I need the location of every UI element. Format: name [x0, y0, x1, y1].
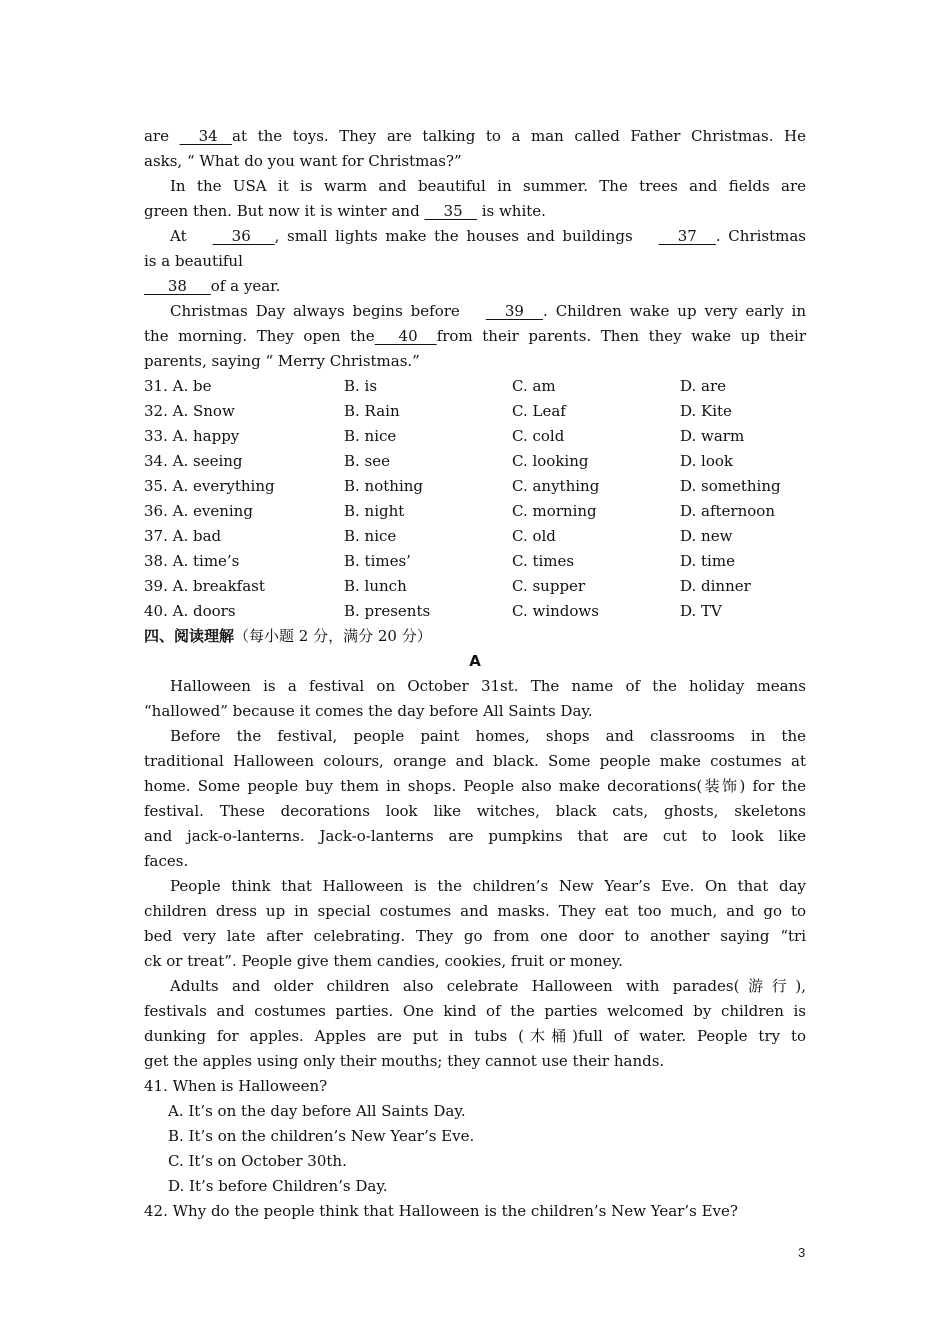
passage-line: dunking for apples. Apples are put in tubs (木桶)full of water. People try to [144, 1027, 806, 1045]
option-d: D. warm [680, 427, 745, 445]
choice-41-a: A. It’s on the day before All Saints Day. [168, 1102, 466, 1120]
cloze-line: is a beautiful [144, 252, 243, 270]
option-b: B. nothing [344, 477, 423, 495]
cloze-line: asks, “ What do you want for Christmas?” [144, 152, 462, 170]
passage-line: ck or treat”. People give them candies, cookies, fruit or money. [144, 952, 623, 970]
passage-line: Halloween is a festival on October 31st. The name of the holiday means [170, 677, 806, 695]
cloze-line [144, 224, 806, 249]
option-a: 32. A. Snow [144, 402, 235, 420]
option-a: 38. A. time’s [144, 552, 240, 570]
cloze-line [144, 324, 806, 349]
blank-34: 34 [179, 127, 233, 145]
cloze-line [144, 124, 806, 149]
option-c: C. old [512, 527, 556, 545]
option-d: D. something [680, 477, 781, 495]
option-c: C. times [512, 552, 575, 570]
text: . Christmas [715, 227, 806, 245]
page-content [144, 124, 806, 1224]
option-d: D. are [680, 377, 727, 395]
option-row [144, 524, 806, 549]
section-note: （每小题 2 分，满分 20 分） [234, 627, 432, 645]
section-title: 四、阅读理解 [144, 627, 235, 645]
option-b: B. nice [344, 427, 397, 445]
blank-37: 37 [658, 227, 716, 245]
option-c: C. am [512, 377, 556, 395]
passage-line: festivals and costumes parties. One kind of the parties welcomed by children is [144, 1002, 806, 1020]
options-list [144, 374, 806, 624]
choice-41-d: D. It’s before Children’s Day. [168, 1177, 388, 1195]
option-a: 35. A. everything [144, 477, 275, 495]
option-row [144, 549, 806, 574]
option-d: D. dinner [680, 577, 751, 595]
passage-line: Before the festival, people paint homes, shops and classrooms in the [170, 727, 806, 745]
option-row [144, 474, 806, 499]
option-a: 39. A. breakfast [144, 577, 265, 595]
option-c: C. looking [512, 452, 589, 470]
option-row [144, 574, 806, 599]
passage-line: People think that Halloween is the children’s New Year’s Eve. On that day [170, 877, 806, 895]
option-b: B. lunch [344, 577, 407, 595]
passage-line: Adults and older children also celebrate Halloween with parades(游行), [170, 977, 806, 995]
option-c: C. morning [512, 502, 597, 520]
question-41: 41. When is Halloween? [144, 1077, 328, 1095]
option-row [144, 424, 806, 449]
option-b: B. see [344, 452, 391, 470]
option-d: D. new [680, 527, 733, 545]
option-d: D. afternoon [680, 502, 775, 520]
option-c: C. Leaf [512, 402, 566, 420]
cloze-line [144, 299, 806, 324]
passage-line: festival. These decorations look like witches, black cats, ghosts, skeletons [144, 802, 806, 820]
option-a: 31. A. be [144, 377, 212, 395]
option-row [144, 374, 806, 399]
option-b: B. is [344, 377, 378, 395]
text: green then. But now it is winter and [144, 202, 425, 220]
question-42: 42. Why do the people think that Halloween is the children’s New Year’s Eve? [144, 1202, 738, 1220]
option-c: C. anything [512, 477, 600, 495]
text: . Children wake up very early in [543, 302, 806, 320]
blank-38: 38 [144, 277, 211, 295]
option-b: B. Rain [344, 402, 400, 420]
option-b: B. night [344, 502, 405, 520]
option-c: C. cold [512, 427, 565, 445]
passage-line: get the apples using only their mouths; they cannot use their hands. [144, 1052, 665, 1070]
cloze-line: In the USA it is warm and beautiful in summer. The trees and fields are [170, 177, 806, 195]
page-number: 3 [798, 1245, 806, 1260]
cloze-line [144, 274, 806, 299]
text: of a year. [210, 277, 281, 295]
choice-41-c: C. It’s on October 30th. [168, 1152, 347, 1170]
option-d: D. TV [680, 602, 722, 620]
text: Christmas Day always begins before [170, 302, 460, 320]
passage-label: A [469, 652, 481, 670]
text: At [170, 227, 187, 245]
choice-41-b: B. It’s on the children’s New Year’s Eve. [168, 1127, 475, 1145]
text: is white. [476, 202, 546, 220]
text: , small lights make the houses and buildings [274, 227, 633, 245]
cloze-line: parents, saying “ Merry Christmas.” [144, 352, 420, 370]
passage-line: children dress up in special costumes and masks. They eat too much, and go to [144, 902, 806, 920]
text: are [144, 127, 180, 145]
option-a: 34. A. seeing [144, 452, 243, 470]
text: at the toys. They are talking to a man called Father Christmas. He [232, 127, 806, 145]
option-a: 37. A. bad [144, 527, 222, 545]
passage-line: bed very late after celebrating. They go from one door to another saying “tri [144, 927, 806, 945]
option-a: 33. A. happy [144, 427, 240, 445]
text: the morning. They open the [144, 327, 375, 345]
option-b: B. times’ [344, 552, 411, 570]
option-row [144, 449, 806, 474]
option-c: C. windows [512, 602, 599, 620]
option-row [144, 599, 806, 624]
option-a: 36. A. evening [144, 502, 253, 520]
option-d: D. time [680, 552, 735, 570]
blank-40: 40 [374, 327, 437, 345]
passage-line: and jack-o-lanterns. Jack-o-lanterns are pumpkins that are cut to look like [144, 827, 806, 845]
passage-line: traditional Halloween colours, orange and black. Some people make costumes at [144, 752, 806, 770]
blank-35: 35 [424, 202, 477, 220]
text: from their parents. Then they wake up their [436, 327, 807, 345]
option-b: B. nice [344, 527, 397, 545]
cloze-line [144, 199, 806, 224]
option-c: C. supper [512, 577, 586, 595]
blank-39: 39 [485, 302, 544, 320]
passage-line: faces. [144, 852, 189, 870]
option-row [144, 499, 806, 524]
option-d: D. look [680, 452, 733, 470]
option-a: 40. A. doors [144, 602, 236, 620]
option-d: D. Kite [680, 402, 732, 420]
option-b: B. presents [344, 602, 431, 620]
passage-line: home. Some people buy them in shops. People also make decorations(装饰) for the [144, 777, 806, 795]
section-heading [144, 624, 806, 649]
blank-36: 36 [212, 227, 275, 245]
option-row [144, 399, 806, 424]
passage-line: “hallowed” because it comes the day before All Saints Day. [144, 702, 593, 720]
